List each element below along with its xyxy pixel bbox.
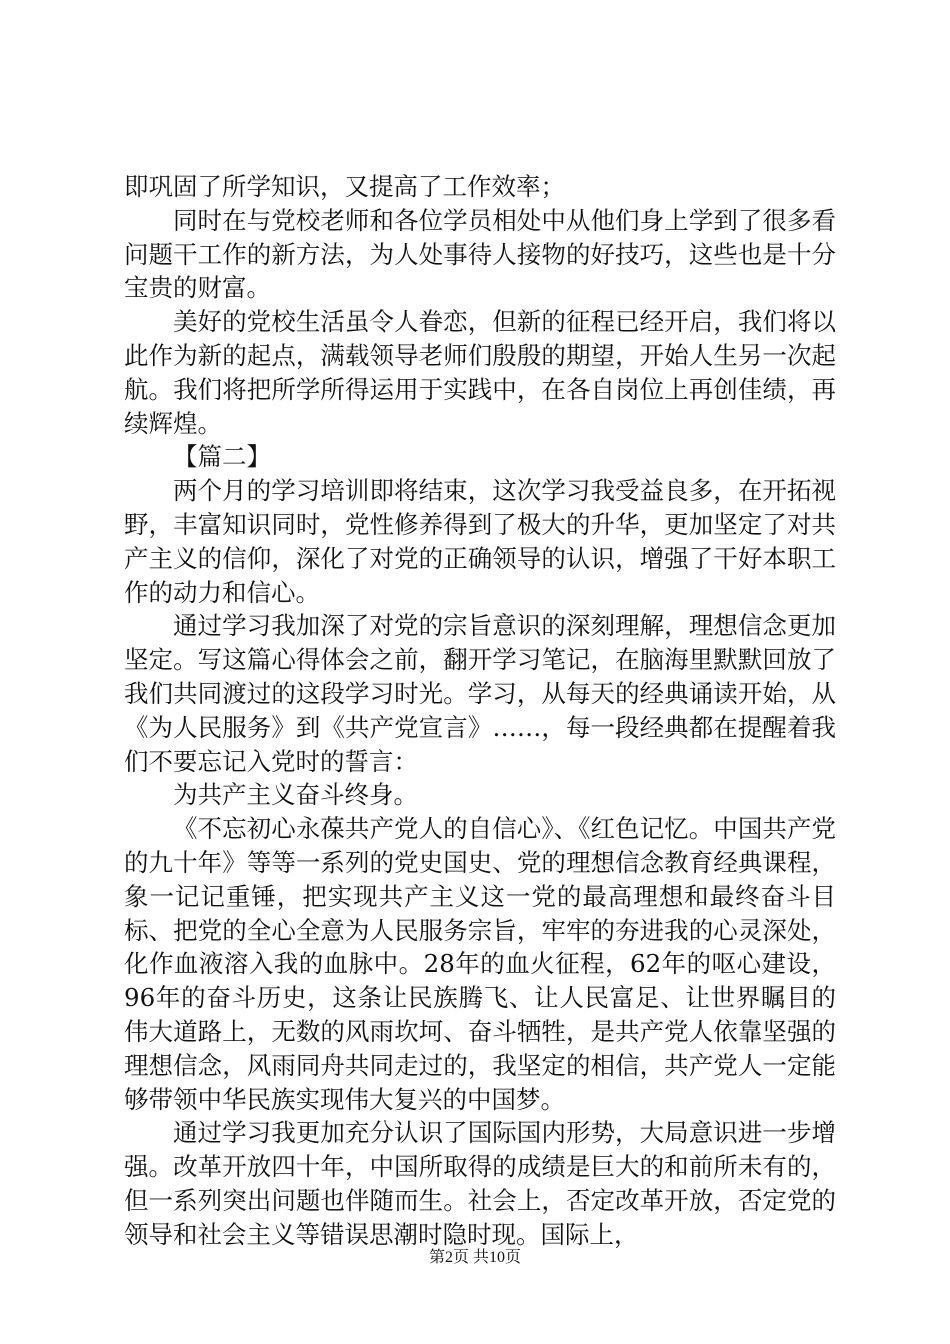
paragraph: 通过学习我更加充分认识了国际国内形势，大局意识进一步增强。改革开放四十年，中国所取得的成绩是巨大的和前所未有的，但一系列突出问题也伴随而生。社会上，否定改革开放，否定党的领导和社会主义等错误思潮时隐时现。国际上， [124, 1118, 836, 1249]
paragraph: 即巩固了所学知识，又提高了工作效率； [124, 172, 565, 201]
paragraph: 《不忘初心永葆共产党人的自信心》、《红色记忆。中国共产党的九十年》等等一系列的党史国史、党的理想信念教育经典课程，象一记记重锤，把实现共产主义这一党的最高理想和最终奋斗目标、把党的全心全意为人民服务宗旨，牢牢的夯进我的心灵深处，化作血液溶入我的血脉中。28年的血火征程，62年的呕心建设，96年的奋斗历史，这条让民族腾飞、让人民富足、让世界瞩目的伟大道路上，无数的风雨坎坷、奋斗牺牲，是共产党人依靠坚强的理想信念，风雨同舟共同走过的，我坚定的相信，共产党人一定能够带领中华民族实现伟大复兴的中国梦。 [124, 814, 836, 1114]
paragraph: 同时在与党校老师和各位学员相处中从他们身上学到了很多看问题干工作的新方法，为人处事待人接物的好技巧，这些也是十分宝贵的财富。 [124, 205, 836, 303]
section-heading: 【篇二】 [173, 442, 271, 472]
paragraph: 通过学习我加深了对党的宗旨意识的深刻理解，理想信念更加坚定。写这篇心得体会之前，翻开学习笔记，在脑海里默默回放了我们共同渡过的这段学习时光。学习，从每天的经典诵读开始，从《为人民服务》到《共产党宣言》……，每一段经典都在提醒着我们不要忘记入党时的誓言： [124, 611, 836, 776]
page-footer: 第2页 共10页 [428, 1249, 521, 1266]
document-body [124, 170, 836, 1252]
paragraph: 两个月的学习培训即将结束，这次学习我受益良多，在开拓视野，丰富知识同时，党性修养得到了极大的升华，更加坚定了对共产主义的信仰，深化了对党的正确领导的认识，增强了干好本职工作的动力和信心。 [124, 476, 836, 607]
paragraph: 美好的党校生活虽令人眷恋，但新的征程已经开启，我们将以此作为新的起点，满载领导老师们殷殷的期望，开始人生另一次起航。我们将把所学所得运用于实践中，在各自岗位上再创佳绩，再续辉煌。 [124, 307, 836, 438]
paragraph: 为共产主义奋斗终身。 [173, 780, 418, 810]
